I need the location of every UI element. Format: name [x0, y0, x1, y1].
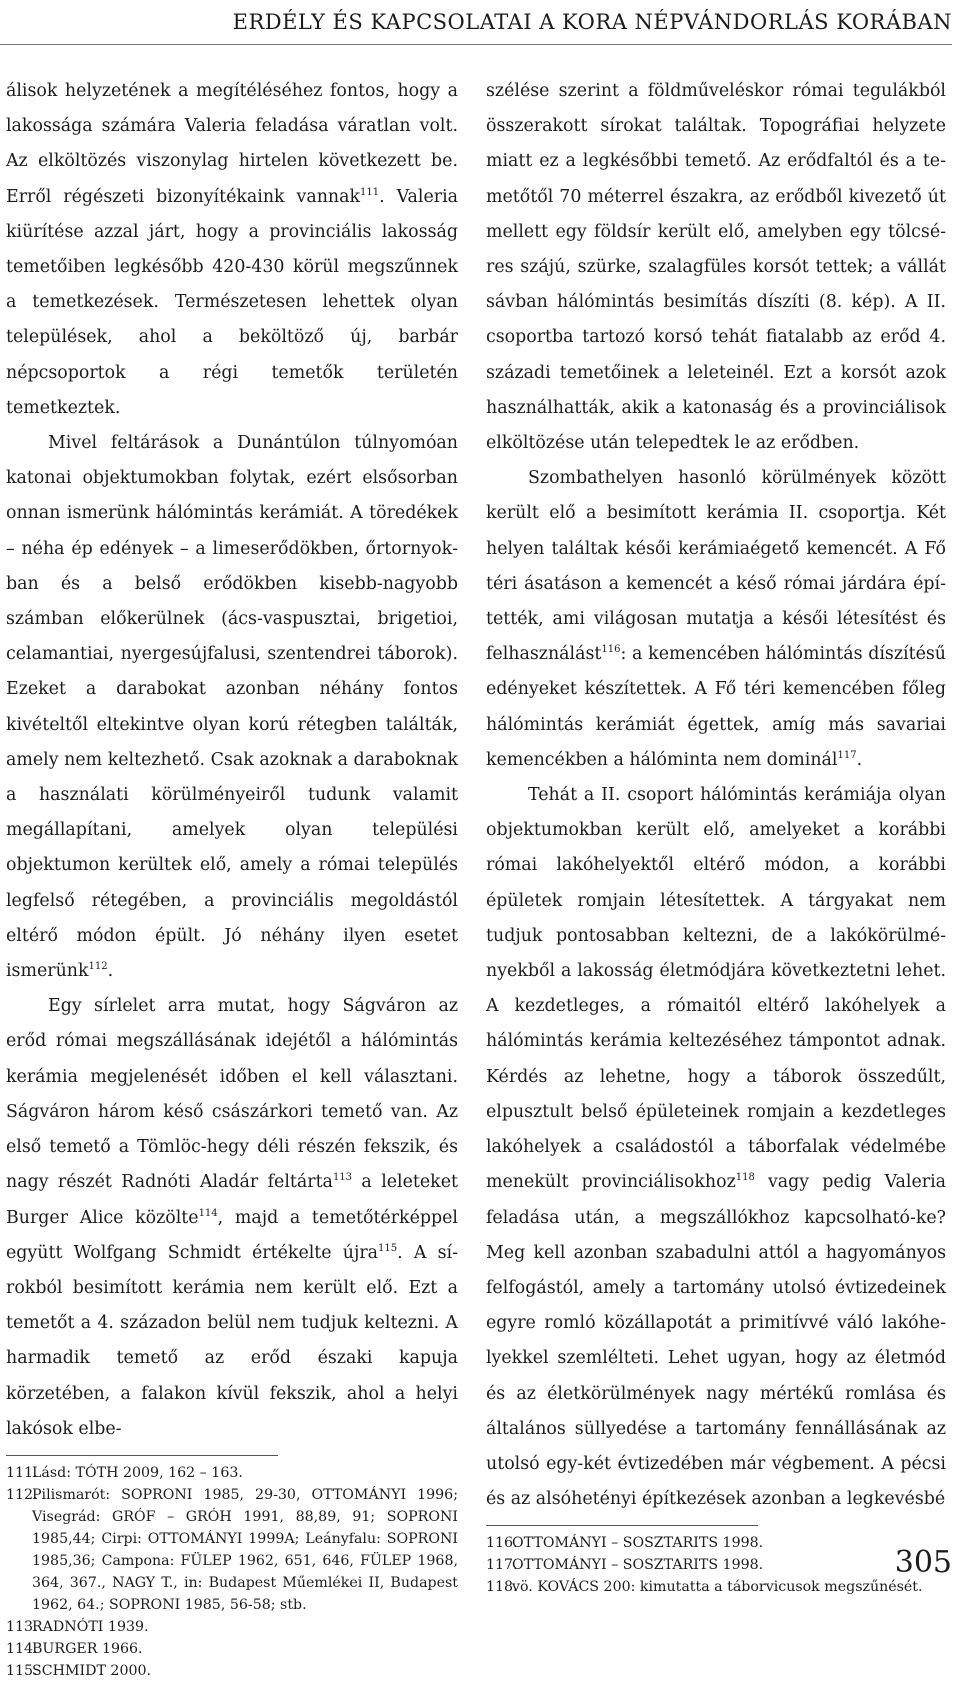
footnote-divider — [486, 1525, 758, 1526]
footnote-divider — [6, 1455, 278, 1456]
header-title: ERDÉLY ÉS KAPCSOLATAI A KORA NÉPVÁNDORLÁS KORÁBAN — [232, 10, 952, 34]
text-run: Mivel feltárások a Dunántúlon túlnyomóan katonai objektumokban folytak, ezért elsősorban onnan ismerünk hálómintás kerámiát. A töredékek – néha ép edények – a limeserődökben, őrtornyokban és a belső erődökben kisebb-nagyobb számban előkerülnek (ács-vaspusztai, brigetioi, celamantiai, nyergesújfalusi, szentendrei táborok). Ezeket a darabokat azonban néhány fontos kivételtől eltekintve olyan korú rétegben találták, amely nem keltezhető. Csak azoknak a daraboknak a használati körülményeiről tudunk valamit megállapítani, amelyek olyan települési objektumon kerültek elő, amely a római település legfelső rétegében, a provinciális megoldástól eltérő módon épült. Jó néhány ilyen esetet ismerünk — [6, 433, 458, 982]
footnote-number: 112. — [6, 1486, 38, 1503]
text-run: : a kemencében hálómintás díszítésű edényeket készítettek. A Fő téri kemencében főleg hálómintás kerámiát égettek, amíg más savariai kemencékben a hálóminta nem dominál — [486, 644, 946, 770]
text-run: Szombathelyen hasonló körülmények között került elő a besimított kerámia II. csoportja. Két helyen találtak késői kerámiaégető kemencét. A Fő téri ásatáson a kemencét a késő római járdára építették, ami világosan mutatja a késői létesítést és felhasználást — [486, 468, 946, 665]
text-run: . A sírokból besimított kerámia nem került elő. Ezt a temetőt a 4. századon belül nem tudjuk keltezni. A harmadik temető az erőd északi kapuja körzetében, a falakon kívül fekszik, ahol a helyi lakósok elbe- — [6, 1242, 458, 1439]
footnote-text: Lásd: TÓTH 2009, 162 – 163. — [32, 1464, 243, 1481]
footnote-text: SCHMIDT 2000. — [32, 1662, 152, 1679]
footnote-ref[interactable]: 113 — [332, 1172, 353, 1184]
footnote-number: 118. — [486, 1579, 518, 1596]
running-header — [0, 4, 952, 45]
footnote-ref[interactable]: 116 — [601, 644, 621, 656]
footnote — [6, 1638, 458, 1660]
paragraph — [6, 426, 458, 989]
text-run: Tehát a II. csoport hálómintás kerámiája olyan objektumokban került elő, amelyeket a korábbi római lakóhelyektől eltérő módon, a korábbi épületek romjain létesítettek. A tárgyakat nem tudjuk pontosabban keltezni, de a lakókörülményekből a lakosság életmódjára következtetni lehet. A kezdetleges, a rómaitól eltérő lakóhelyek a hálómintás kerámia keltezéséhez támpontot adnak. Kérdés az lehetne, hogy a táborok összedűlt, elpusztult belső épületeinek romjain a kezdetleges lakóhelyek a családostól a táborfalak védelmébe menekült provinciálisokhoz — [486, 785, 946, 1193]
footnote-ref[interactable]: 114 — [198, 1207, 218, 1219]
footnote-text: Pilismarót: SOPRONI 1985, 29-30, OTTOMÁNYI 1996; Visegrád: GRÓF – GRÓH 1991, 88,89, 91; SOPRONI 1985,44; Cirpi: OTTOMÁNYI 1999A; Leányfalu: SOPRONI 1985,36; Campona: FÜLEP 1962, 651, 646, FÜLEP 1968, 364, 367., NAGY T., in: Budapest Műemlékei II, Budapest 1962, 64.; SOPRONI 1985, 56-58; stb. — [32, 1486, 458, 1613]
footnote — [486, 1532, 946, 1554]
footnote — [486, 1554, 946, 1576]
footnote-number: 115. — [6, 1662, 38, 1679]
footnote-number: 111. — [6, 1464, 38, 1481]
footnote-ref[interactable]: 112 — [88, 961, 108, 973]
footnote-number: 117. — [486, 1557, 518, 1574]
text-run: álisok helyzetének a megítéléséhez fontos, hogy a lakossága számára Valeria feladása váratlan volt. Az elköltözés viszonylag hirtelen következett be. Erről régészeti bizonyítékaink vannak — [6, 81, 458, 207]
paragraph — [6, 74, 458, 426]
footnotes — [486, 1532, 946, 1598]
footnotes — [6, 1462, 458, 1682]
paragraph — [486, 74, 946, 461]
footnote — [6, 1462, 458, 1484]
footnote — [486, 1576, 946, 1598]
left-column — [6, 74, 458, 1682]
text-run: Egy sírlelet arra mutat, hogy Ságváron az erőd római megszállásának idejétől a hálómintás kerámia megjelenését időben el kell választani. Ságváron három késő császárkori temető van. Az első temető a Tömlöc-hegy déli részén fekszik, és nagy részét Radnóti Aladár feltárta — [6, 996, 458, 1193]
footnote-ref[interactable]: 111 — [360, 186, 380, 198]
footnote — [6, 1484, 458, 1616]
footnote — [6, 1616, 458, 1638]
footnote-number: 116. — [486, 1535, 518, 1552]
footnote-text: BURGER 1966. — [32, 1640, 143, 1657]
paragraph — [6, 989, 458, 1447]
footnote-number: 114. — [6, 1640, 38, 1657]
paragraph — [486, 778, 946, 1517]
footnote-text: RADNÓTI 1939. — [32, 1618, 149, 1635]
footnote-number: 113. — [6, 1618, 38, 1635]
footnote-text: OTTOMÁNYI – SOSZTARITS 1998. — [512, 1535, 764, 1552]
footnote-ref[interactable]: 115 — [378, 1242, 398, 1254]
text-run: a leleteket Burger Alice közölte — [6, 1172, 459, 1228]
right-column — [486, 74, 946, 1598]
text-run: vagy pedig Valeria feladása után, a megszállókhoz kapcsolható-ke? Meg kell azonban szabadulni attól a hagyományos felfogástól, amely a tartomány utolsó évtizedeinek egyre romló közállapotát a primitívvé váló lakóhelyekkel szemlélteti. Lehet ugyan, hogy az életmód és az életkörülmények nagy mértékű romlása és általános süllyedése a tartomány fennállásának az utolsó egy-két évtizedében már végbement. A pécsi és az alsóhetényi építkezések azonban a legkevésbé — [486, 1172, 947, 1510]
paragraph — [486, 461, 946, 778]
text-run: szélése szerint a földműveléskor római tegulákból összerakott sírokat találtak. Topográfiai helyzete miatt ez a legkésőbbi temető. Az erődfaltól és a temetőtől 70 méterrel északra, az erődből kivezető út mellett egy földsír került elő, amelyben egy tölcséres szájú, szürke, szalagfüles korsót tettek; a vállát sávban hálómintás besimítás díszíti (8. kép). A II. csoportba tartozó korsó tehát fiatalabb az erőd 4. századi temetőinek a leleteinél. Ezt a korsót azok használhatták, akik a katonaság és a provinciálisok elköltözése után telepedtek le az erődben. — [486, 81, 946, 454]
text-run: , majd a temetőtérképpel együtt Wolfgang Schmidt értékelte újra — [6, 1207, 458, 1263]
footnote-text: OTTOMÁNYI – SOSZTARITS 1998. — [512, 1557, 764, 1574]
text-run: . — [107, 961, 114, 982]
page-number: 305 — [894, 1545, 952, 1580]
text-run: . — [856, 749, 863, 770]
footnote-text: vö. KOVÁCS 200: kimutatta a táborvicusok megszűnését. — [512, 1579, 923, 1596]
footnote-ref[interactable]: 117 — [837, 749, 857, 761]
footnote — [6, 1660, 458, 1682]
text-run: . Valeria kiürítése azzal járt, hogy a provinciális lakosság temetőiben legkésőbb 420-430 körül megszűnnek a temetkezések. Természetesen lehettek olyan települések, ahol a beköltöző új, barbár népcsoportok a régi temetők területén temetkeztek. — [6, 186, 458, 418]
footnote-ref[interactable]: 118 — [735, 1172, 755, 1184]
